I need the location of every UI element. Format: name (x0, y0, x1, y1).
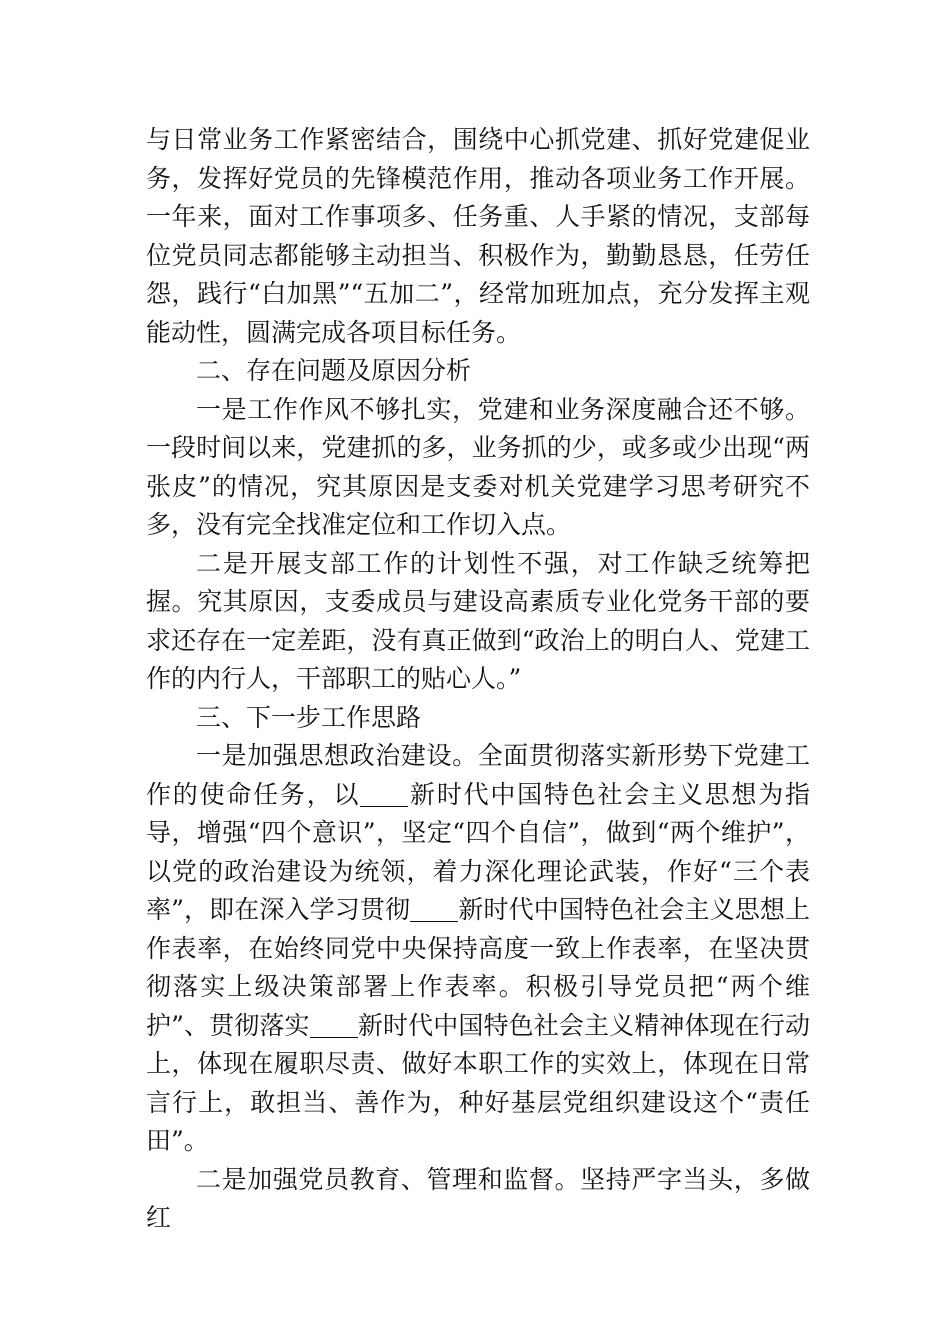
blank-underline (310, 1012, 358, 1038)
section-heading-problems: 二、存在问题及原因分析 (196, 356, 472, 385)
paragraph-problem-1: 一是工作作风不够扎实，党建和业务深度融合还不够。一段时间以来，党建抓的多，业务抓的少，或多或少出现“两张皮”的情况，究其原因是支委对机关党建学习思考研究不多，没有完全找准定位和工作切入点。 (146, 394, 810, 539)
paragraph-intro-continued: 与日常业务工作紧密结合，围绕中心抓党建、抓好党建促业务，发挥好党员的先锋模范作用，推动各项业务工作开展。一年来，面对工作事项多、任务重、人手紧的情况，支部每位党员同志都能够主动担当、积极作为，勤勤恳恳，任劳任怨，践行“白加黑”“五加二”，经常加班加点，充分发挥主观能动性，圆满完成各项目标任务。 (146, 125, 810, 347)
document-page (146, 121, 810, 1238)
blank-underline (360, 781, 408, 807)
blank-underline (410, 896, 458, 922)
text-segment: 一是加强思想政治建设。全面贯彻落实新形势下党建工作的使命任务，以 (146, 741, 810, 809)
section-heading-next-steps: 三、下一步工作思路 (196, 702, 422, 732)
text-segment: 新时代中国特色社会主义思想上作表率，在始终同党中央保持高度一致上作表率，在坚决贯彻落实上级决策部署上作表率。积极引导党员把“两个维护”、贯彻落实 (146, 895, 810, 1040)
paragraph-problem-2: 二是开展支部工作的计划性不强，对工作缺乏统筹把握。究其原因，支委成员与建设高素质专业化党务干部的要求还存在一定差距，没有真正做到“政治上的明白人、党建工作的内行人，干部职工的贴心人。” (146, 548, 810, 693)
text-segment: 新时代中国特色社会主义精神体现在行动上，体现在履职尽责、做好本职工作的实效上，体现在日常言行上，敢担当、善作为，种好基层党组织建设这个“责任田”。 (146, 1010, 810, 1155)
paragraph-next-step-2: 二是加强党员教育、管理和监督。坚持严字当头，多做红 (146, 1164, 810, 1232)
text-segment: 新时代中国特色社会主义思想为指导，增强“四个意识”，坚定“四个自信”，做到“两个维护”，以党的政治建设为统领，着力深化理论武装，作好“三个表率”，即在深入学习贯彻 (146, 779, 810, 924)
paragraph-next-step-1 (146, 737, 810, 1161)
